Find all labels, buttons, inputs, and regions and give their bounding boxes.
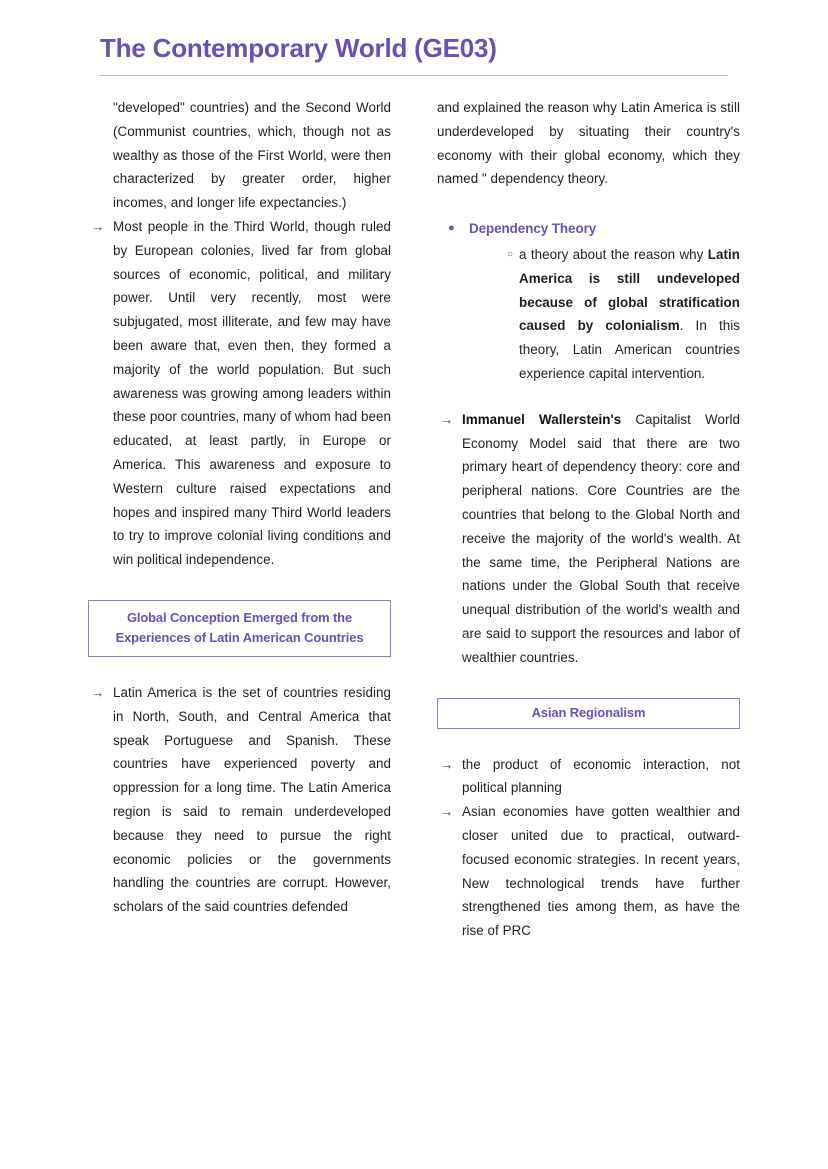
left-continuation-paragraph: "developed" countries) and the Second World (Communist countries, which, though not as wealthy as those of the First World, were then characterized by greater order, higher incomes, and longer life expectancies.) <box>113 100 391 211</box>
arrow-bullet-icon: → <box>440 804 454 820</box>
callout-heading-text: Global Conception Emerged from the Experiences of Latin American Countries <box>115 609 364 645</box>
sub-item-text-part1: a theory about the reason why <box>519 246 708 262</box>
right-bullet-text: the product of economic interaction, not political planning <box>462 756 740 796</box>
subheading-label: Dependency Theory <box>469 221 597 237</box>
arrow-bullet-icon: → <box>91 218 105 234</box>
sub-item-text-part2: . In this theory, Latin American countries experience capital intervention. <box>519 318 740 381</box>
right-bullet-item <box>437 753 740 801</box>
filled-dot-bullet-icon: ● <box>448 222 455 235</box>
sub-item-text <box>519 243 740 386</box>
subheading-dependency-theory <box>437 217 740 241</box>
callout-box-asian-regionalism <box>437 698 740 729</box>
two-column-body <box>0 96 828 943</box>
sub-item-text-bold: Latin America is still undeveloped because of global stratification caused by colonialism <box>519 246 740 334</box>
arrow-bullet-icon: → <box>91 684 105 700</box>
left-bullet-text: Latin America is the set of countries residing in North, South, and Central America that speak Portuguese and Spanish. These countries have experienced poverty and oppression for a long time. The Latin America region is said to remain underdeveloped because they need to pursue the right economic policies or the governments handling the countries are corrupt. However, scholars of the said countries defended <box>113 684 391 915</box>
right-bullet-item <box>437 800 740 943</box>
right-column <box>437 96 740 943</box>
right-bullet-text: Asian economies have gotten wealthier and closer united due to practical, outward-focused economic strategies. In recent years, New technological trends have further strengthened ties among them, as have the rise of PRC <box>462 804 740 939</box>
left-bullet-text: Most people in the Third World, though ruled by European colonies, lived far from global sources of economic, political, and military power. Until very recently, most were subjugated, most illiterate, and few may have been aware that, even then, they formed a majority of the world population. But such awareness was growing among leaders within these poor countries, many of whom had been educated, at least partly, in Europe or America. This awareness and exposure to Western culture raised expectations and hopes and inspired many Third World leaders to try to improve colonial living conditions and win political independence. <box>113 218 391 568</box>
wallerstein-body-text: Capitalist World Economy Model said that there are two primary heart of dependency theory: core and peripheral nations. Core Countries are the countries that belong to the Global North and receive the majority of the world's wealth. At the same time, the Peripheral Nations are nations under the Global South that receive unequal distribution of the world's wealth and are said to support the resources and labor of wealthier countries. <box>462 411 740 665</box>
sub-item-dependency-definition <box>437 243 740 386</box>
callout-box-global-conception <box>88 600 391 657</box>
document-header <box>100 34 728 76</box>
arrow-bullet-icon: → <box>440 411 454 427</box>
wallerstein-bold-lead: Immanuel Wallerstein's <box>462 411 622 427</box>
arrow-bullet-icon: → <box>440 756 454 772</box>
left-bullet-item <box>88 215 391 572</box>
title-divider <box>100 75 728 76</box>
right-bullet-wallerstein <box>437 408 740 670</box>
right-bullet-text <box>462 408 740 670</box>
callout-heading-text: Asian Regionalism <box>531 704 646 720</box>
spacer <box>437 386 740 408</box>
page-title: The Contemporary World (GE03) <box>100 33 497 63</box>
left-bullet-item <box>88 681 391 919</box>
hollow-circle-bullet-icon: ○ <box>507 248 514 260</box>
left-column <box>88 96 391 943</box>
right-continuation-paragraph: and explained the reason why Latin America is still underdeveloped by situating their country's economy with their global economy, which they named " dependency theory. <box>437 100 740 187</box>
